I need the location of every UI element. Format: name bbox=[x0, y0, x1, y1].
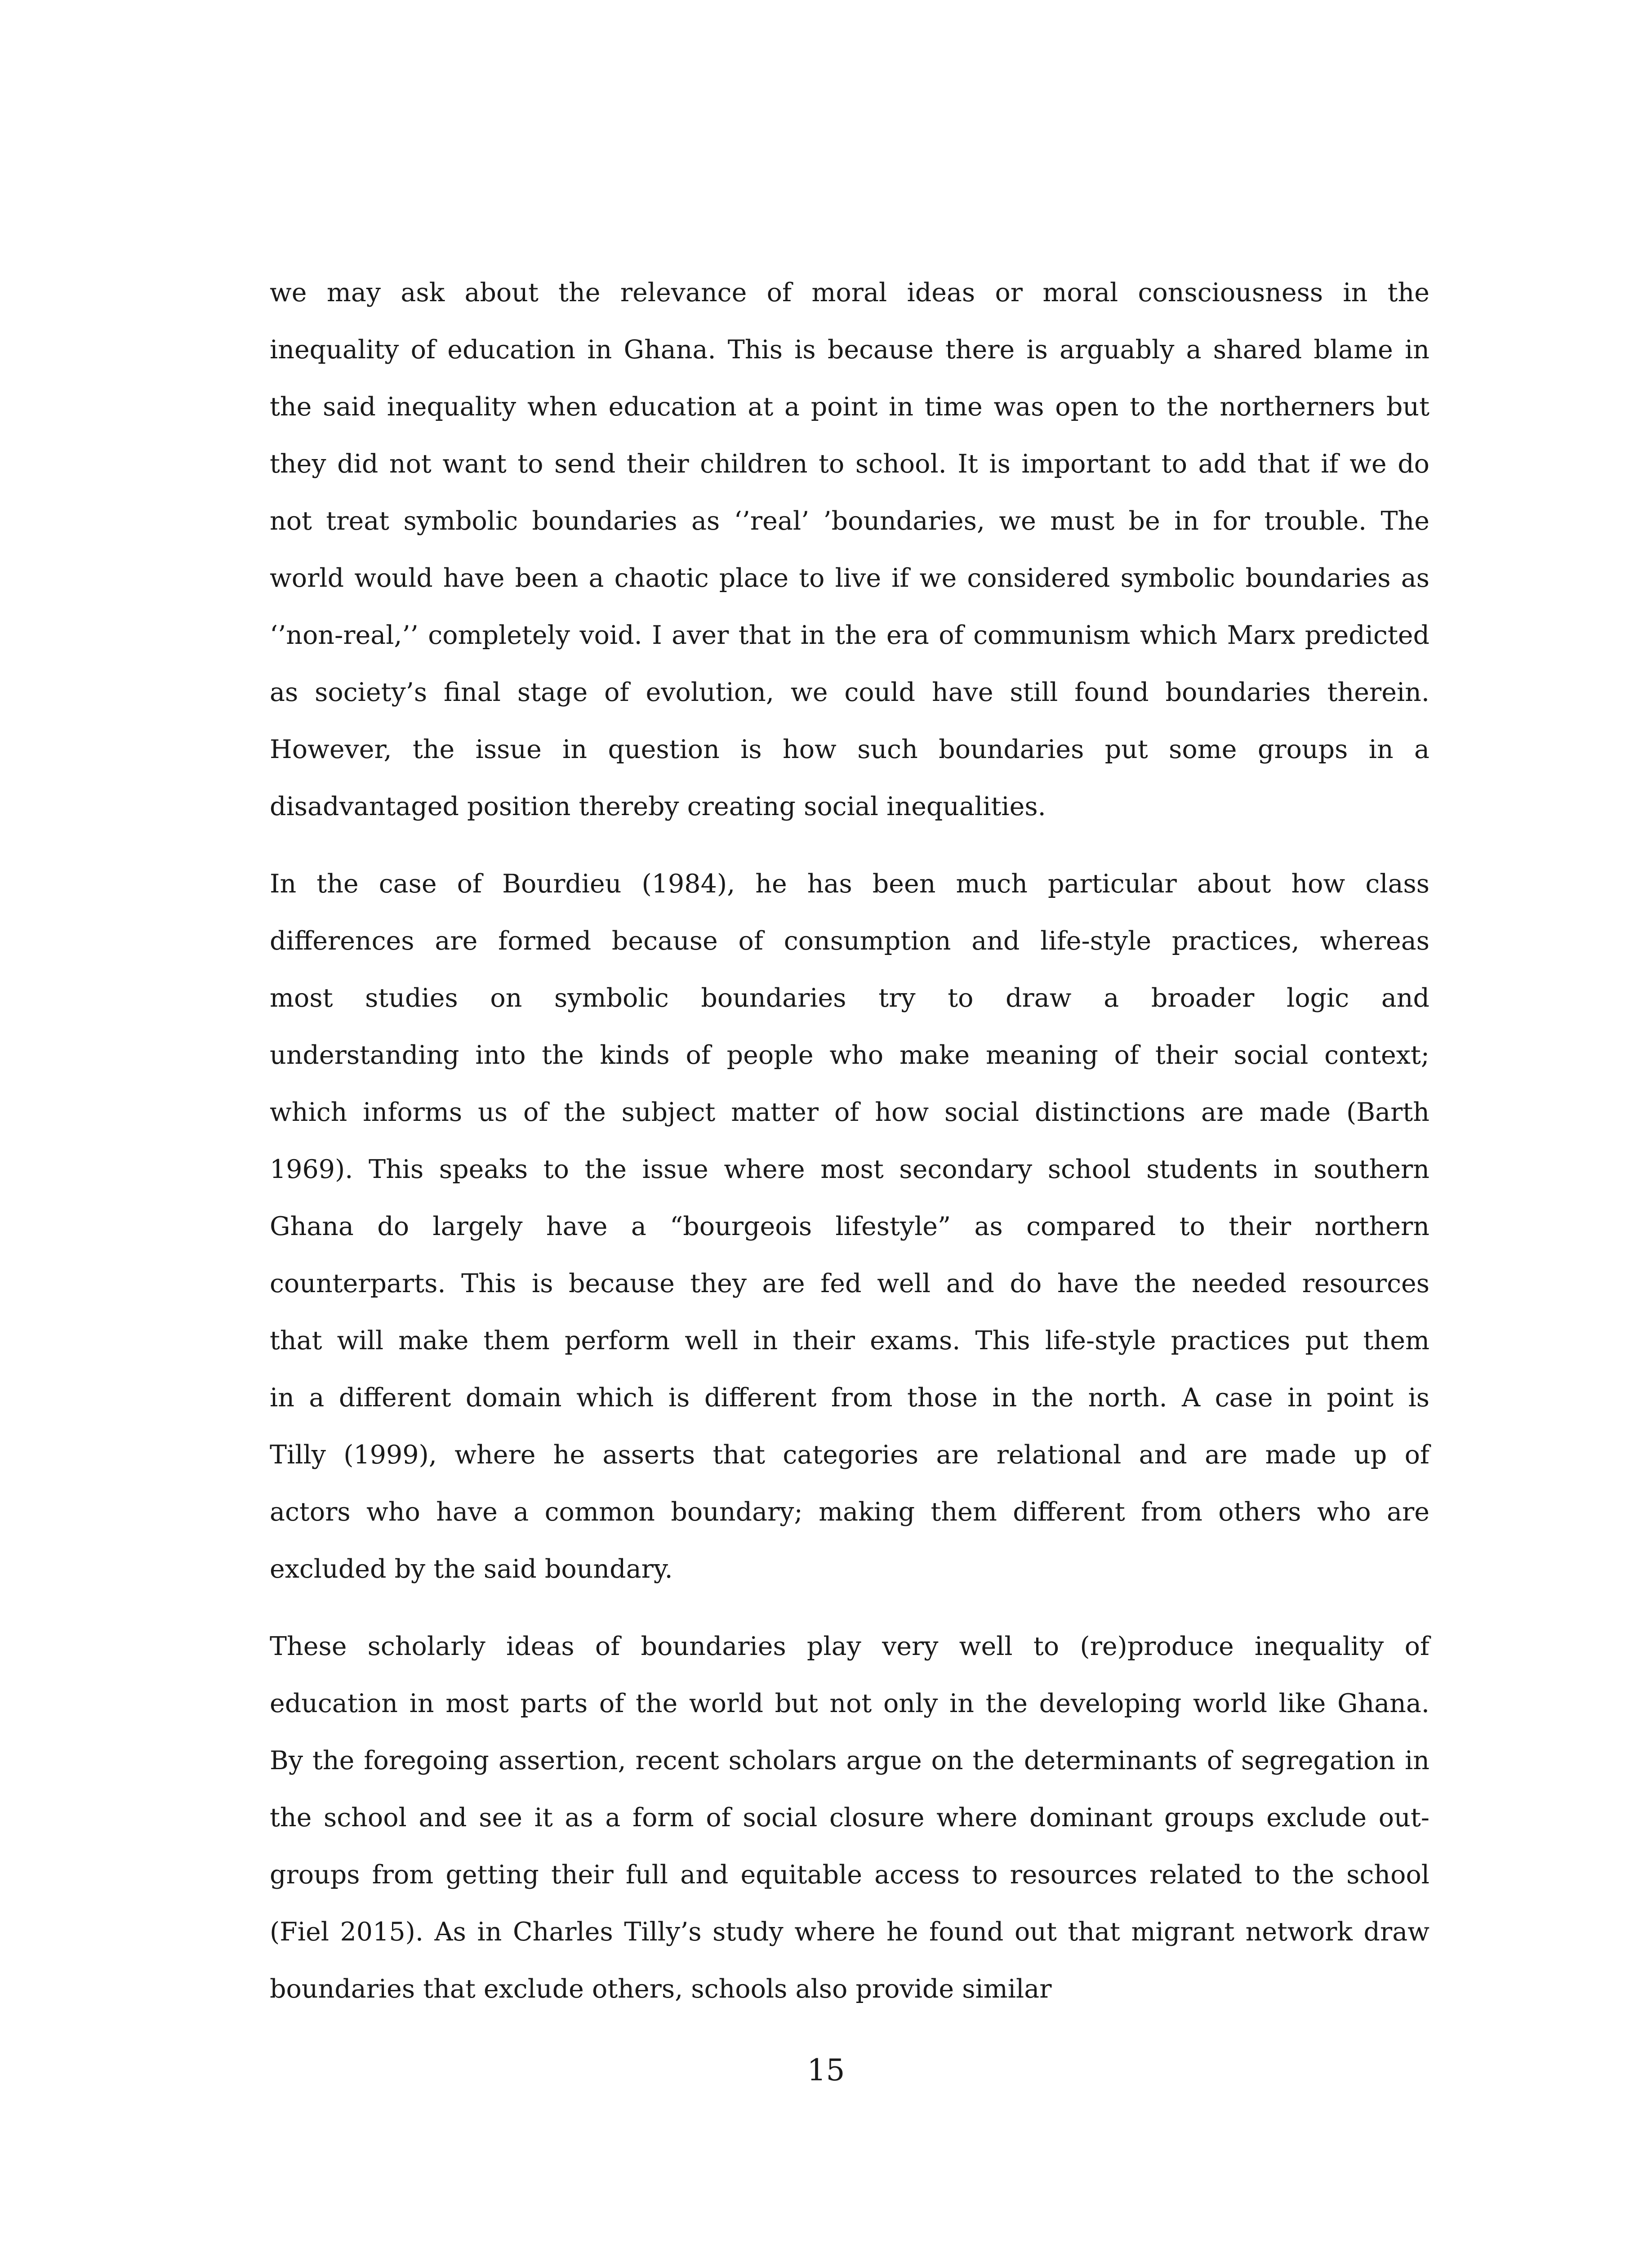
paragraph-1-line-8: as society’s final stage of evolution, we could have still found boundaries therein. bbox=[270, 678, 1429, 707]
paragraph-3-line-7: boundaries that exclude others, schools also provide similar bbox=[270, 1974, 1052, 2004]
paragraph-spacer bbox=[270, 835, 1429, 856]
paragraph-2-line-7: Ghana do largely have a “bourgeois lifestyle” as compared to their northern bbox=[270, 1212, 1429, 1241]
paragraph-spacer bbox=[270, 1598, 1429, 1618]
paragraph-2-line-11: Tilly (1999), where he asserts that categories are relational and are made up of bbox=[270, 1440, 1429, 1470]
paragraph-1-line-10: disadvantaged position thereby creating social inequalities. bbox=[270, 792, 1046, 821]
paragraph-2-line-12: actors who have a common boundary; making them different from others who are bbox=[270, 1497, 1429, 1527]
paragraph-2 bbox=[270, 856, 1429, 1598]
paragraph-2-line-13: excluded by the said boundary. bbox=[270, 1554, 673, 1584]
body-text bbox=[270, 264, 1429, 2018]
paragraph-1-line-5: not treat symbolic boundaries as ‘’real’ ’boundaries, we must be in for trouble. The bbox=[270, 506, 1429, 536]
paragraph-2-line-8: counterparts. This is because they are fed well and do have the needed resources bbox=[270, 1269, 1429, 1298]
paragraph-3-line-4: the school and see it as a form of social closure where dominant groups exclude out- bbox=[270, 1803, 1429, 1833]
paragraph-1-line-2: inequality of education in Ghana. This is because there is arguably a shared blame in bbox=[270, 335, 1429, 365]
paragraph-2-line-10: in a different domain which is different from those in the north. A case in point is bbox=[270, 1383, 1429, 1413]
paragraph-1 bbox=[270, 264, 1429, 835]
paragraph-2-line-1: In the case of Bourdieu (1984), he has been much particular about how class bbox=[270, 869, 1429, 899]
paragraph-3-line-2: education in most parts of the world but not only in the developing world like Ghana. bbox=[270, 1689, 1429, 1718]
page-number: 15 bbox=[807, 2053, 845, 2087]
paragraph-1-line-9: However, the issue in question is how such boundaries put some groups in a bbox=[270, 735, 1429, 764]
paragraph-1-line-4: they did not want to send their children to school. It is important to add that if we do bbox=[270, 449, 1429, 479]
paragraph-2-line-5: which informs us of the subject matter of how social distinctions are made (Barth bbox=[270, 1097, 1429, 1127]
paragraph-1-line-3: the said inequality when education at a point in time was open to the northerners but bbox=[270, 392, 1429, 422]
paragraph-3-line-1: These scholarly ideas of boundaries play very well to (re)produce inequality of bbox=[270, 1632, 1429, 1661]
paragraph-2-line-3: most studies on symbolic boundaries try to draw a broader logic and bbox=[270, 983, 1429, 1013]
paragraph-2-line-9: that will make them perform well in their exams. This life-style practices put them bbox=[270, 1326, 1429, 1356]
paragraph-2-line-6: 1969). This speaks to the issue where most secondary school students in southern bbox=[270, 1155, 1429, 1184]
paragraph-2-line-4: understanding into the kinds of people who make meaning of their social context; bbox=[270, 1040, 1429, 1070]
paragraph-3-line-3: By the foregoing assertion, recent scholars argue on the determinants of segregation in bbox=[270, 1746, 1429, 1775]
paragraph-3-line-5: groups from getting their full and equitable access to resources related to the school bbox=[270, 1860, 1429, 1890]
paragraph-3 bbox=[270, 1618, 1429, 2018]
paragraph-1-line-1: we may ask about the relevance of moral ideas or moral consciousness in the bbox=[270, 278, 1429, 308]
paragraph-3-line-6: (Fiel 2015). As in Charles Tilly’s study where he found out that migrant network draw bbox=[270, 1917, 1429, 1947]
paragraph-2-line-2: differences are formed because of consumption and life-style practices, whereas bbox=[270, 926, 1429, 956]
paragraph-1-line-6: world would have been a chaotic place to live if we considered symbolic boundaries as bbox=[270, 563, 1429, 593]
paragraph-1-line-7: ‘’non-real,’’ completely void. I aver that in the era of communism which Marx predicted bbox=[270, 620, 1429, 650]
